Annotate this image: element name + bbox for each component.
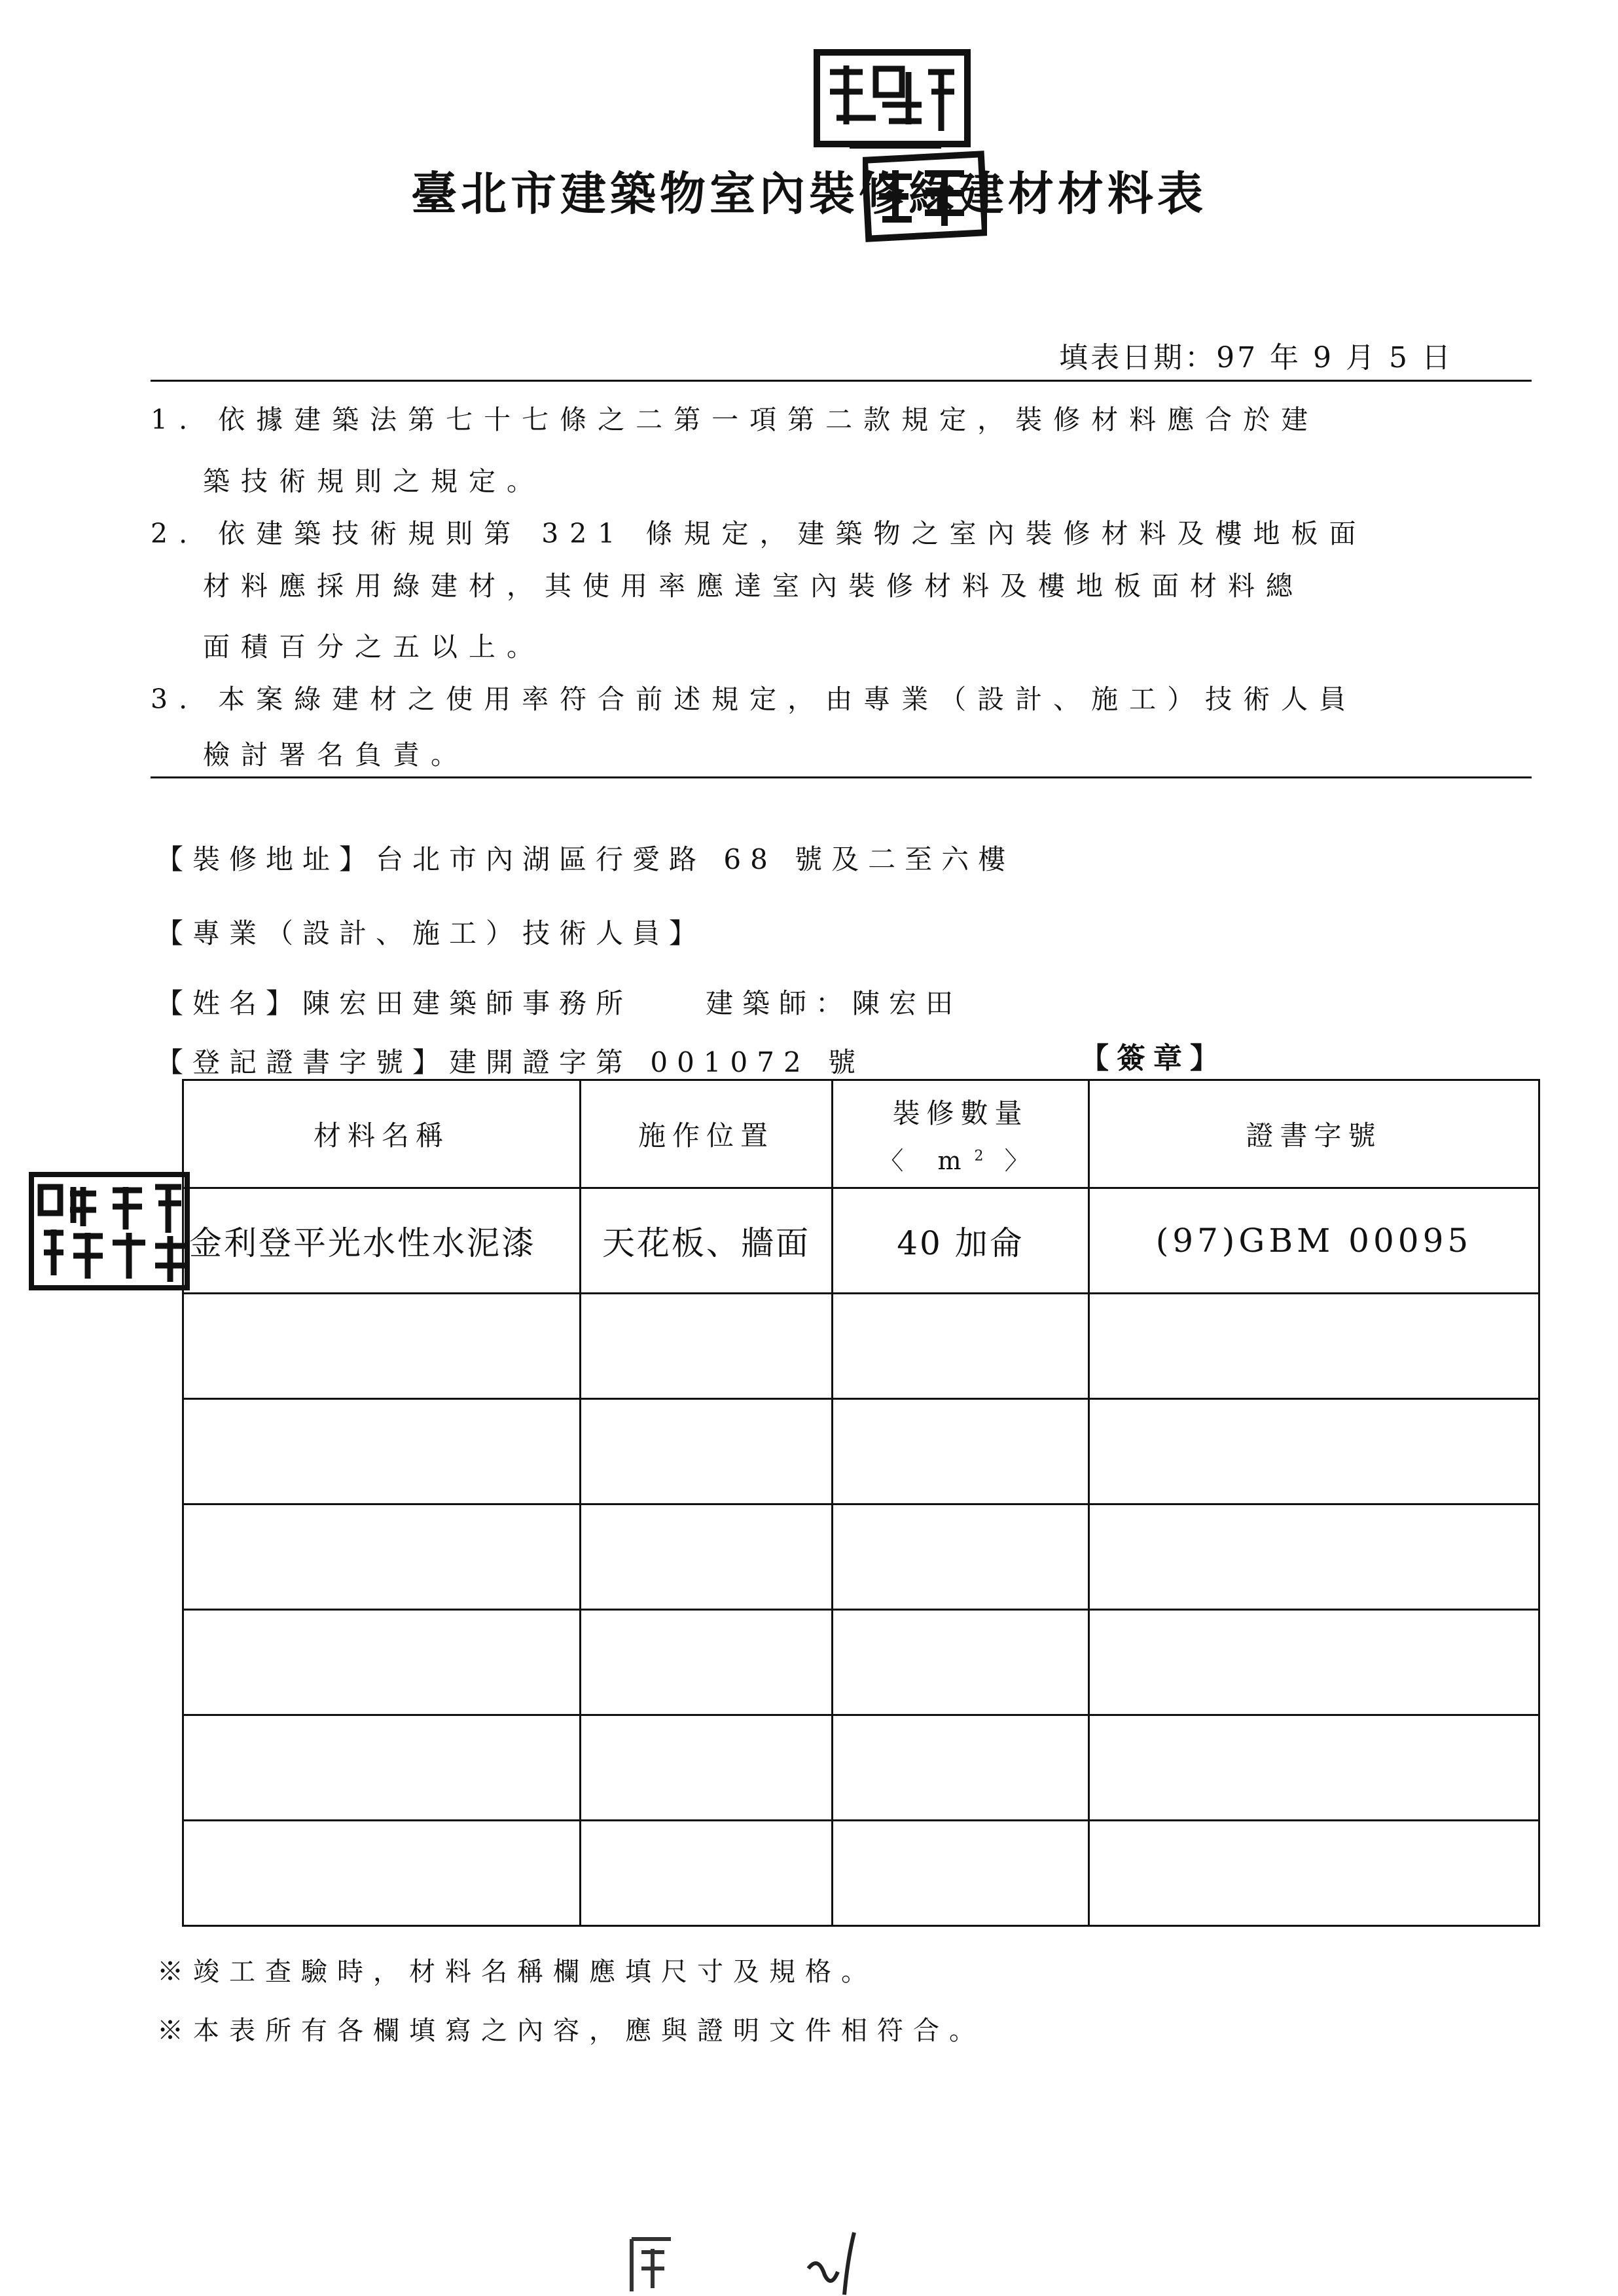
certificate-number: 【登記證書字號】建開證字第 001072 號 xyxy=(156,1046,865,1078)
cell-material-name xyxy=(183,1399,581,1504)
materials-table xyxy=(182,1079,1540,1927)
cell-location: 天花板、牆面 xyxy=(581,1188,833,1294)
note-text: 依據建築法第七十七條之二第一項第二款規定，裝修材料應合於建 xyxy=(218,404,1320,435)
cell-location xyxy=(581,1504,833,1610)
note-text: 依建築技術規則第 321 條規定，建築物之室內裝修材料及樓地板面 xyxy=(218,518,1367,549)
cell-certificate xyxy=(1089,1294,1539,1399)
document-title: 臺北市建築物室內裝修綠建材材料表 xyxy=(411,166,1207,221)
header-quantity-unit xyxy=(833,1140,1088,1176)
partial-seal-bottom xyxy=(625,2232,684,2296)
cell-material-name xyxy=(183,1715,581,1821)
table-row xyxy=(183,1294,1539,1399)
renovation-address: 【裝修地址】台北市內湖區行愛路 68 號及二至六樓 xyxy=(156,843,1015,875)
cell-quantity xyxy=(833,1294,1089,1399)
cell-quantity: 40 加侖 xyxy=(833,1188,1089,1294)
official-seal-top xyxy=(810,46,974,151)
divider-top xyxy=(151,380,1532,382)
unit-open: 〈 m xyxy=(878,1146,975,1175)
signature-label: 【簽章】 xyxy=(1080,1042,1227,1075)
cell-material-name: 金利登平光水性水泥漆 xyxy=(183,1188,581,1294)
cell-certificate xyxy=(1089,1504,1539,1610)
cell-location xyxy=(581,1399,833,1504)
handwritten-mark-bottom xyxy=(799,2229,871,2296)
header-material-name: 材料名稱 xyxy=(183,1080,581,1188)
note-2-line-1 xyxy=(151,512,1367,551)
unit-superscript: 2 xyxy=(974,1147,984,1164)
cell-quantity xyxy=(833,1504,1089,1610)
table-header-row xyxy=(183,1080,1539,1188)
architect-seal xyxy=(27,1171,191,1292)
note-text: 本案綠建材之使用率符合前述規定，由專業（設計、施工）技術人員 xyxy=(218,683,1357,715)
cell-certificate: (97)GBM 00095 xyxy=(1089,1188,1539,1294)
cell-location xyxy=(581,1610,833,1715)
cell-quantity xyxy=(833,1610,1089,1715)
cell-certificate xyxy=(1089,1715,1539,1821)
note-1-line-1 xyxy=(151,398,1319,437)
note-number: 1. xyxy=(151,404,199,435)
divider-notes xyxy=(151,776,1532,778)
cell-location xyxy=(581,1294,833,1399)
cell-location xyxy=(581,1821,833,1926)
cell-quantity xyxy=(833,1399,1089,1504)
cell-quantity xyxy=(833,1715,1089,1821)
note-1-line-2: 築技術規則之規定。 xyxy=(203,465,545,497)
table-row xyxy=(183,1188,1539,1294)
note-3-line-1 xyxy=(151,678,1357,716)
cell-material-name xyxy=(183,1821,581,1926)
architect-name: 【姓名】陳宏田建築師事務所 建築師：陳宏田 xyxy=(156,987,963,1019)
table-row xyxy=(183,1399,1539,1504)
cell-quantity xyxy=(833,1821,1089,1926)
cell-material-name xyxy=(183,1610,581,1715)
table-row xyxy=(183,1504,1539,1610)
fill-date: 填表日期：97 年 9 月 5 日 xyxy=(1059,341,1453,374)
table-row xyxy=(183,1821,1539,1926)
note-2-line-2: 材料應採用綠建材，其使用率應達室內裝修材料及樓地板面材料總 xyxy=(203,570,1304,602)
header-quantity xyxy=(833,1080,1089,1188)
cell-certificate xyxy=(1089,1610,1539,1715)
table-row xyxy=(183,1610,1539,1715)
unit-close: 〉 xyxy=(1004,1146,1043,1175)
cell-location xyxy=(581,1715,833,1821)
cell-certificate xyxy=(1089,1399,1539,1504)
cell-material-name xyxy=(183,1294,581,1399)
footnote-1: ※竣工查驗時，材料名稱欄應填尺寸及規格。 xyxy=(157,1957,877,1987)
note-number: 2. xyxy=(151,518,199,549)
header-location: 施作位置 xyxy=(581,1080,833,1188)
footnote-2: ※本表所有各欄填寫之內容，應與證明文件相符合。 xyxy=(157,2016,985,2046)
note-2-line-3: 面積百分之五以上。 xyxy=(203,631,545,663)
cell-material-name xyxy=(183,1504,581,1610)
table-row xyxy=(183,1715,1539,1821)
note-number: 3. xyxy=(151,683,199,715)
note-3-line-2: 檢討署名負責。 xyxy=(203,739,469,771)
cell-certificate xyxy=(1089,1821,1539,1926)
header-quantity-label: 裝修數量 xyxy=(892,1097,1029,1129)
professional-label: 【專業（設計、施工）技術人員】 xyxy=(156,917,706,949)
header-certificate: 證書字號 xyxy=(1089,1080,1539,1188)
official-seal-title xyxy=(863,151,987,242)
